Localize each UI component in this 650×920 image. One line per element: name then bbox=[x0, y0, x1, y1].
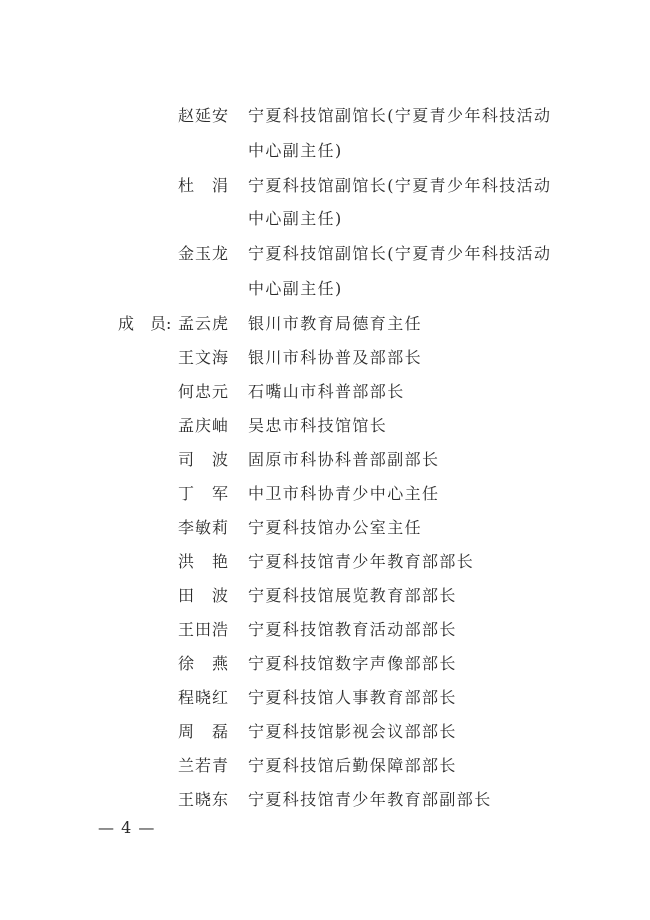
member-name: 周 磊 bbox=[178, 722, 230, 741]
member-name: 田 波 bbox=[178, 586, 230, 605]
leader-title: 宁夏科技馆副馆长(宁夏青少年科技活动 bbox=[248, 176, 552, 195]
member-name: 王晓东 bbox=[178, 790, 230, 809]
leader-title-continuation: 中心副主任) bbox=[248, 209, 343, 228]
member-title: 固原市科协科普部副部长 bbox=[248, 450, 440, 469]
leader-title-continuation: 中心副主任) bbox=[248, 279, 343, 298]
member-name: 徐 燕 bbox=[178, 654, 230, 673]
member-title: 中卫市科协青少中心主任 bbox=[248, 484, 440, 503]
member-title: 宁夏科技馆办公室主任 bbox=[248, 518, 423, 537]
members-label: 成 员: bbox=[118, 314, 172, 333]
leader-name: 杜 涓 bbox=[178, 176, 230, 195]
member-title: 宁夏科技馆人事教育部部长 bbox=[248, 688, 457, 707]
member-name: 洪 艳 bbox=[178, 552, 230, 571]
member-title: 石嘴山市科普部部长 bbox=[248, 382, 405, 401]
leader-title: 宁夏科技馆副馆长(宁夏青少年科技活动 bbox=[248, 244, 552, 263]
member-title: 宁夏科技馆影视会议部部长 bbox=[248, 722, 457, 741]
member-title: 银川市教育局德育主任 bbox=[248, 314, 423, 333]
member-title: 宁夏科技馆后勤保障部部长 bbox=[248, 756, 457, 775]
leader-name: 金玉龙 bbox=[178, 244, 230, 263]
member-title: 银川市科协普及部部长 bbox=[248, 348, 423, 367]
leader-name: 赵延安 bbox=[178, 106, 230, 125]
leader-title-continuation: 中心副主任) bbox=[248, 141, 343, 160]
member-name: 丁 军 bbox=[178, 484, 230, 503]
member-title: 宁夏科技馆教育活动部部长 bbox=[248, 620, 457, 639]
member-name: 孟庆岫 bbox=[178, 416, 230, 435]
member-name: 李敏莉 bbox=[178, 518, 230, 537]
page-number: — 4 — bbox=[98, 818, 156, 837]
member-name: 程晓红 bbox=[178, 688, 230, 707]
member-title: 吴忠市科技馆馆长 bbox=[248, 416, 388, 435]
member-title: 宁夏科技馆展览教育部部长 bbox=[248, 586, 457, 605]
member-title: 宁夏科技馆青少年教育部部长 bbox=[248, 552, 475, 571]
member-name: 司 波 bbox=[178, 450, 230, 469]
member-title: 宁夏科技馆数字声像部部长 bbox=[248, 654, 457, 673]
member-name: 王文海 bbox=[178, 348, 230, 367]
leader-title: 宁夏科技馆副馆长(宁夏青少年科技活动 bbox=[248, 106, 552, 125]
member-name: 孟云虎 bbox=[178, 314, 230, 333]
member-name: 王田浩 bbox=[178, 620, 230, 639]
member-name: 何忠元 bbox=[178, 382, 230, 401]
member-name: 兰若青 bbox=[178, 756, 230, 775]
member-title: 宁夏科技馆青少年教育部副部长 bbox=[248, 790, 492, 809]
